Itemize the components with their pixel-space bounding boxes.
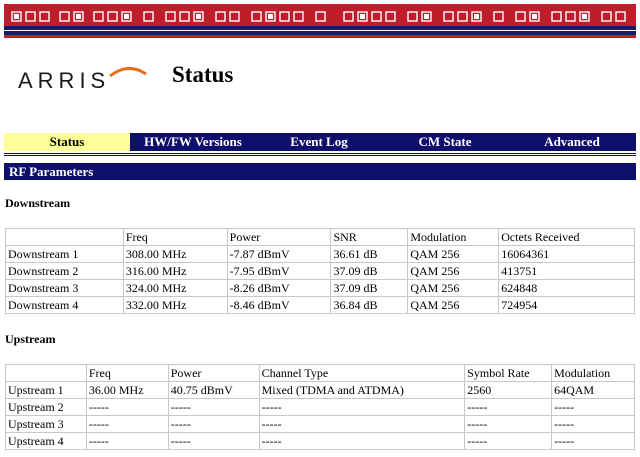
table-cell: 324.00 MHz bbox=[123, 280, 227, 297]
nav-divider bbox=[4, 155, 636, 156]
nav-divider bbox=[4, 153, 636, 154]
table-cell: 36.00 MHz bbox=[86, 382, 168, 399]
table-cell: Upstream 3 bbox=[6, 416, 87, 433]
section-header-rf-parameters: RF Parameters bbox=[4, 163, 636, 180]
table-cell: Downstream 1 bbox=[6, 246, 124, 263]
table-cell: 332.00 MHz bbox=[123, 297, 227, 314]
column-header: Modulation bbox=[408, 229, 499, 246]
downstream-title: Downstream bbox=[5, 196, 71, 210]
table-cell: QAM 256 bbox=[408, 280, 499, 297]
table-cell: QAM 256 bbox=[408, 263, 499, 280]
table-cell: ----- bbox=[552, 399, 635, 416]
downstream-table bbox=[5, 228, 635, 314]
table-cell: ----- bbox=[465, 399, 552, 416]
column-header: Channel Type bbox=[259, 365, 465, 382]
table-row bbox=[6, 246, 635, 263]
banner-stripe bbox=[4, 31, 636, 35]
logo-text: ARRIS bbox=[18, 68, 111, 93]
table-cell: ----- bbox=[552, 433, 635, 450]
table-cell: Upstream 4 bbox=[6, 433, 87, 450]
table-cell: ----- bbox=[86, 433, 168, 450]
table-cell: ----- bbox=[465, 433, 552, 450]
table-cell: 624848 bbox=[499, 280, 635, 297]
table-cell: 2560 bbox=[465, 382, 552, 399]
column-header: Power bbox=[168, 365, 259, 382]
table-row bbox=[6, 382, 635, 399]
upstream-table bbox=[5, 364, 635, 450]
table-cell: Downstream 2 bbox=[6, 263, 124, 280]
nav-tab-status[interactable]: Status bbox=[4, 133, 130, 151]
table-cell: ----- bbox=[552, 416, 635, 433]
upstream-title: Upstream bbox=[5, 332, 56, 346]
logo-swoosh-icon bbox=[108, 64, 148, 78]
column-header: Power bbox=[227, 229, 331, 246]
table-cell: 16064361 bbox=[499, 246, 635, 263]
table-cell: 36.84 dB bbox=[331, 297, 408, 314]
table-cell: -8.46 dBmV bbox=[227, 297, 331, 314]
table-cell: 308.00 MHz bbox=[123, 246, 227, 263]
table-cell: ----- bbox=[259, 416, 465, 433]
table-cell: ----- bbox=[465, 416, 552, 433]
table-row bbox=[6, 399, 635, 416]
table-cell: Downstream 3 bbox=[6, 280, 124, 297]
column-header: Octets Received bbox=[499, 229, 635, 246]
table-cell: ----- bbox=[168, 399, 259, 416]
table-cell: 37.09 dB bbox=[331, 280, 408, 297]
table-cell: ----- bbox=[86, 399, 168, 416]
column-header: Freq bbox=[123, 229, 227, 246]
table-cell: ----- bbox=[168, 433, 259, 450]
nav-tab-advanced[interactable]: Advanced bbox=[544, 134, 600, 149]
banner-pattern bbox=[4, 7, 636, 26]
table-cell: 36.61 dB bbox=[331, 246, 408, 263]
table-header-row bbox=[6, 365, 635, 382]
column-header bbox=[6, 229, 124, 246]
nav-tab-hw-fw-versions[interactable]: HW/FW Versions bbox=[144, 134, 242, 149]
arris-logo bbox=[18, 64, 138, 96]
table-cell: -7.95 dBmV bbox=[227, 263, 331, 280]
table-cell: Upstream 2 bbox=[6, 399, 87, 416]
table-row bbox=[6, 433, 635, 450]
table-cell: 37.09 dB bbox=[331, 263, 408, 280]
column-header: SNR bbox=[331, 229, 408, 246]
table-cell: Mixed (TDMA and ATDMA) bbox=[259, 382, 465, 399]
nav-tab-cm-state[interactable]: CM State bbox=[418, 134, 472, 149]
table-cell: 64QAM bbox=[552, 382, 635, 399]
table-cell: Upstream 1 bbox=[6, 382, 87, 399]
table-cell: -8.26 dBmV bbox=[227, 280, 331, 297]
main-nav bbox=[4, 133, 636, 151]
table-row bbox=[6, 416, 635, 433]
table-row bbox=[6, 280, 635, 297]
table-cell: QAM 256 bbox=[408, 297, 499, 314]
table-cell: ----- bbox=[86, 416, 168, 433]
table-cell: 724954 bbox=[499, 297, 635, 314]
column-header: Symbol Rate bbox=[465, 365, 552, 382]
table-header-row bbox=[6, 229, 635, 246]
nav-tab-event-log[interactable]: Event Log bbox=[290, 134, 348, 149]
column-header bbox=[6, 365, 87, 382]
table-cell: ----- bbox=[259, 399, 465, 416]
page-title: Status bbox=[172, 62, 234, 87]
column-header: Modulation bbox=[552, 365, 635, 382]
table-cell: QAM 256 bbox=[408, 246, 499, 263]
table-cell: Downstream 4 bbox=[6, 297, 124, 314]
column-header: Freq bbox=[86, 365, 168, 382]
table-cell: 316.00 MHz bbox=[123, 263, 227, 280]
table-cell: ----- bbox=[259, 433, 465, 450]
table-cell: -7.87 dBmV bbox=[227, 246, 331, 263]
table-row bbox=[6, 263, 635, 280]
table-cell: 413751 bbox=[499, 263, 635, 280]
table-cell: 40.75 dBmV bbox=[168, 382, 259, 399]
top-banner bbox=[4, 4, 636, 38]
table-cell: ----- bbox=[168, 416, 259, 433]
table-row bbox=[6, 297, 635, 314]
